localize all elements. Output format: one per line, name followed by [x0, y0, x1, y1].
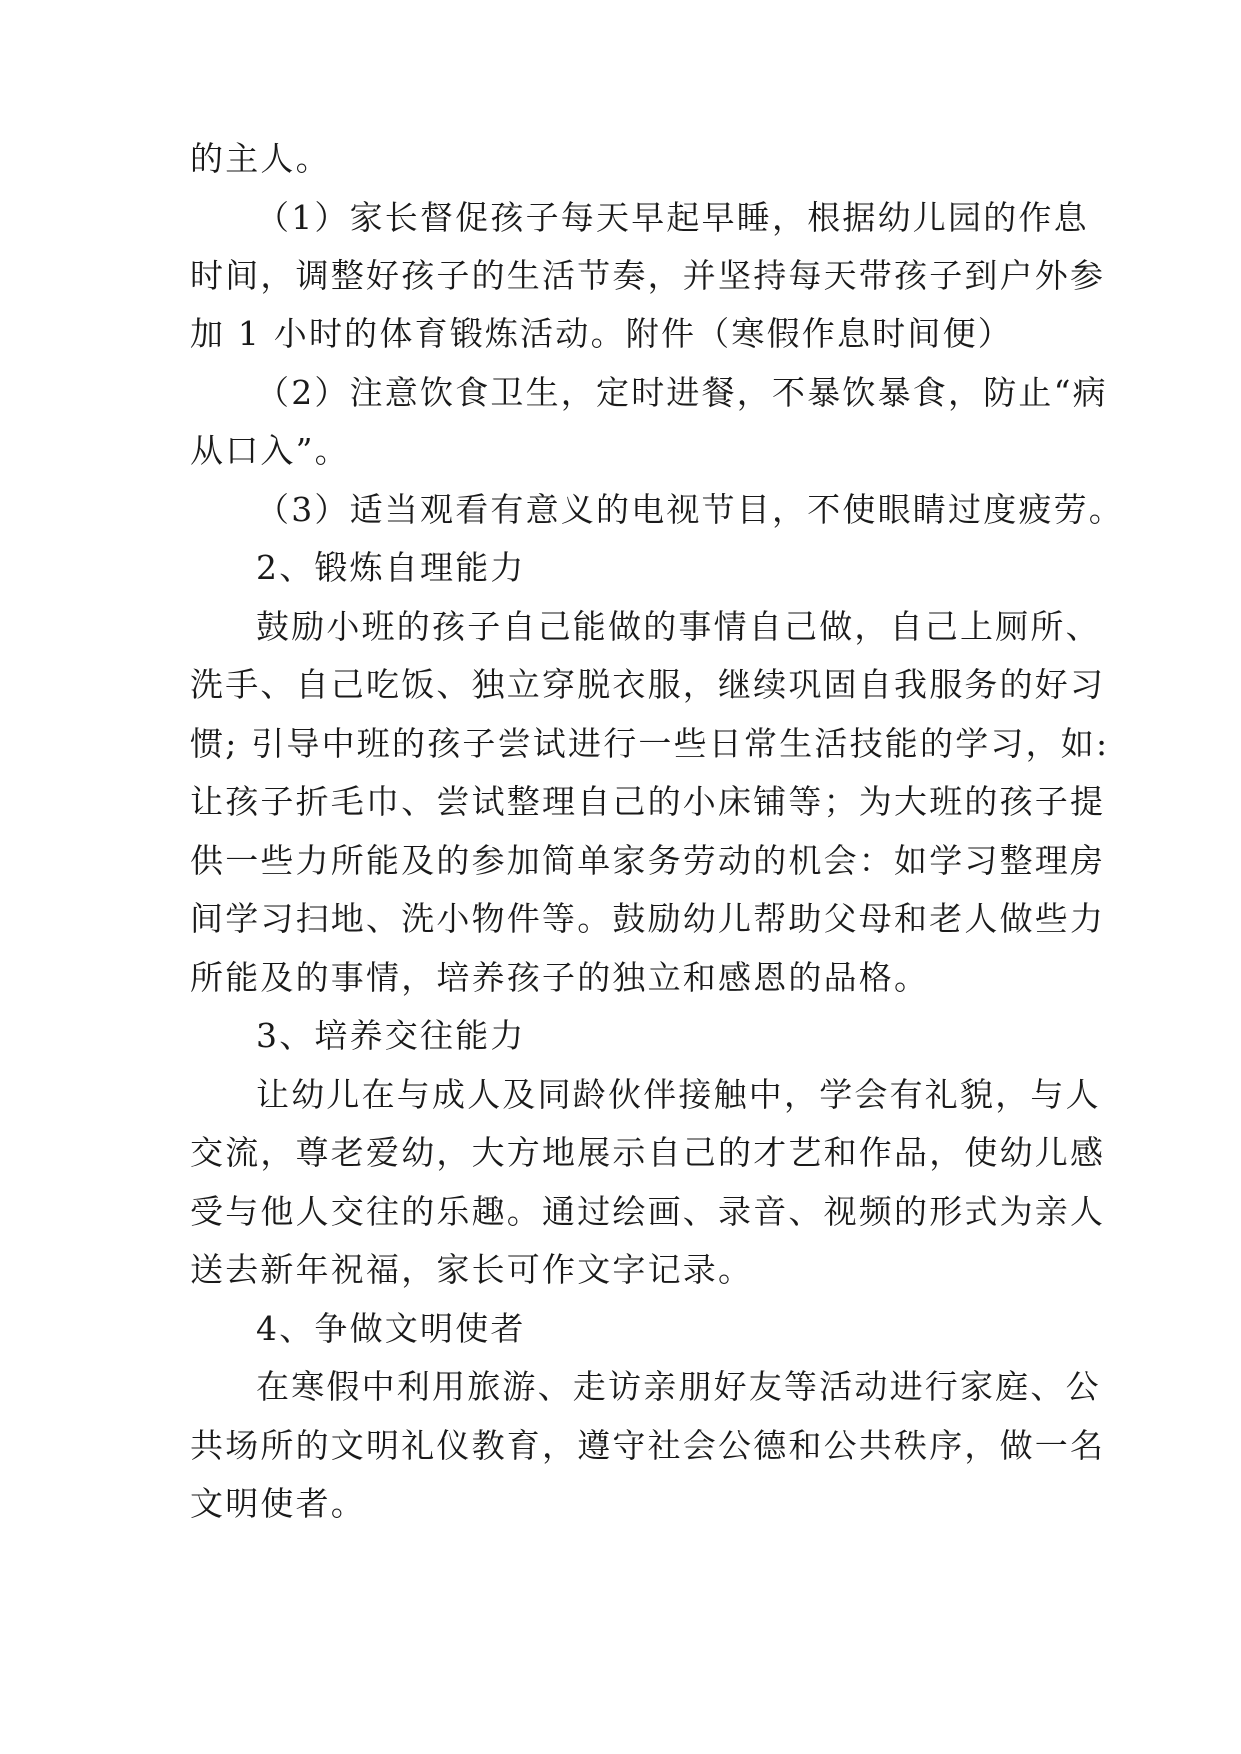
text-line: 让孩子折毛巾、尝试整理自己的小床铺等；为大班的孩子提: [190, 782, 1106, 821]
text-line: （1）家长督促孩子每天早起早睡，根据幼儿园的作息: [256, 198, 1089, 237]
section-heading: 2、锻炼自理能力: [256, 548, 526, 587]
text-line: 交流，尊老爱幼，大方地展示自己的才艺和作品，使幼儿感: [190, 1133, 1106, 1172]
text-line: 让幼儿在与成人及同龄伙伴接触中，学会有礼貌，与人: [256, 1075, 1101, 1114]
text-line: 间学习扫地、洗小物件等。鼓励幼儿帮助父母和老人做些力: [190, 899, 1106, 938]
text-line: 供一些力所能及的参加简单家务劳动的机会：如学习整理房: [190, 841, 1106, 880]
text-line: 的主人。: [190, 139, 331, 178]
text-line: （3）适当观看有意义的电视节目，不使眼睛过度疲劳。: [256, 490, 1124, 529]
text-line: 在寒假中利用旅游、走访亲朋好友等活动进行家庭、公: [256, 1367, 1101, 1406]
text-line: 共场所的文明礼仪教育，遵守社会公德和公共秩序，做一名: [190, 1426, 1106, 1465]
text-line: 从口入”。: [190, 431, 350, 470]
text-line: 时间，调整好孩子的生活节奏，并坚持每天带孩子到户外参: [190, 256, 1106, 295]
text-line: 洗手、自己吃饭、独立穿脱衣服，继续巩固自我服务的好习: [190, 665, 1106, 704]
text-line: （2）注意饮食卫生，定时进餐，不暴饮暴食，防止“病: [256, 373, 1108, 412]
text-line: 受与他人交往的乐趣。通过绘画、录音、视频的形式为亲人: [190, 1192, 1106, 1231]
text-line: 鼓励小班的孩子自己能做的事情自己做，自己上厕所、: [256, 607, 1101, 646]
text-line: 所能及的事情，培养孩子的独立和感恩的品格。: [190, 958, 930, 997]
section-heading: 4、争做文明使者: [256, 1309, 526, 1348]
text-line: 惯; 引导中班的孩子尝试进行一些日常生活技能的学习，如:: [190, 724, 1110, 763]
text-line: 文明使者。: [190, 1484, 366, 1523]
section-heading: 3、培养交往能力: [256, 1016, 526, 1055]
text-line: 送去新年祝福，家长可作文字记录。: [190, 1250, 754, 1289]
text-line: 加 1 小时的体育锻炼活动。附件（寒假作息时间便）: [190, 314, 1013, 353]
